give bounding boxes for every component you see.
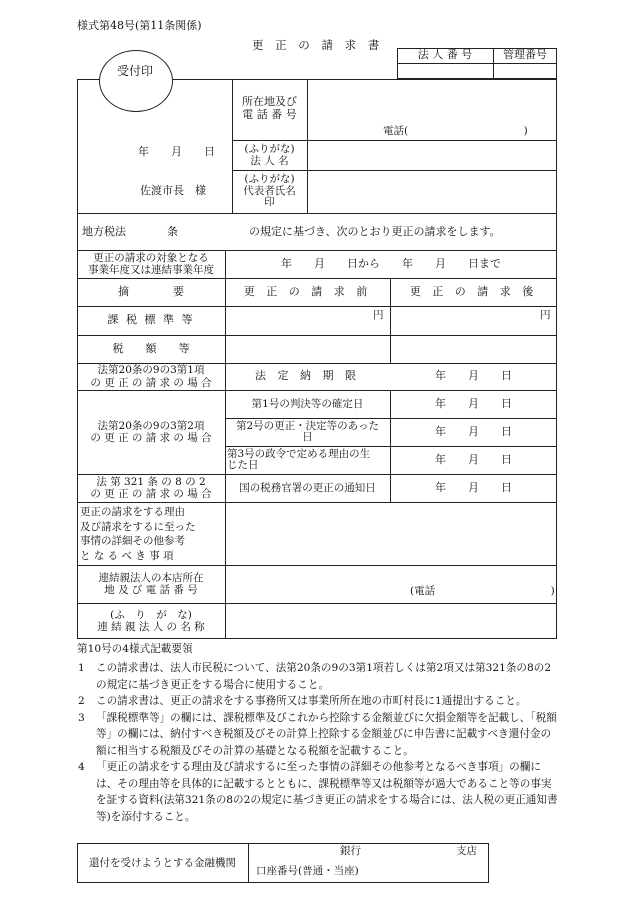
art20-2-label: 法第20条の9の3第2項 の 更 正 の 請 求 の 場 合	[90, 419, 212, 444]
law-statement: の規定に基づき、次のとおり更正の請求をします。	[249, 225, 501, 238]
legal-deadline-label: 法 定 納 期 限	[255, 369, 360, 383]
bank-name-suffix: 銀行	[340, 845, 361, 857]
instruction-item: 2 この請求書は、更正の請求をする事務所又は事業所所在地の市町村長に1通提出すること。	[78, 695, 527, 707]
before-header: 更 正 の 請 求 前	[243, 284, 372, 298]
art20-2-sub1-label: 第1号の判決等の確定日	[251, 397, 364, 410]
tax-base-yen-after: 円	[540, 309, 551, 321]
summary-header: 摘 要	[118, 284, 184, 298]
bank-label: 還付を受けようとする金融機関	[89, 856, 236, 869]
tax-base-yen-before: 円	[373, 309, 384, 321]
instruction-item: 4 「更正の請求をする理由及び請求するに至った事情の詳細その他参考となるべき事項」の欄には、その理由等を具体的に記載するとともに、課税標準等又は税額等が過大であること等の事実を証する資料(法第321条の8の2の規定に基づき更正の請求をする場合には、法人税の更正通知書等)を添付すること。	[78, 761, 558, 823]
consolidated-name-label: (ふ り が な) 連 結 親 法 人 の 名 称	[97, 608, 205, 633]
address-label-1: 所在地及び	[242, 95, 297, 109]
application-date: 年 月 日	[138, 145, 215, 158]
art20-2-sub3-label: 第3号の政令で定める理由の生 じた日	[227, 447, 371, 471]
art321-date: 年 月 日	[435, 480, 512, 494]
address-label-2: 電 話 番 号	[242, 108, 297, 121]
addressee: 佐渡市長 様	[140, 184, 206, 197]
instructions-heading: 第10号の4様式記載要領	[77, 643, 193, 655]
law-article: 条	[167, 225, 178, 238]
legal-deadline-date: 年 月 日	[435, 369, 512, 383]
after-header: 更 正 の 請 求 後	[409, 284, 538, 298]
corp-name-label: (ふりがな) 法 人 名	[244, 142, 295, 167]
address-label	[232, 92, 307, 126]
kanri-bango-label: 管理番号	[503, 48, 547, 62]
art321-middle: 国の税務官署の更正の通知日	[239, 481, 376, 494]
form-id: 様式第48号(第11条関係)	[77, 19, 202, 32]
art20-2-sub2-label: 第2号の更正・決定等のあった 日	[235, 419, 380, 443]
law-prefix: 地方税法	[82, 225, 126, 238]
hojin-bango-label: 法 人 番 号	[417, 48, 473, 62]
consolidated-phone[interactable]: (電話 )	[410, 585, 555, 597]
tax-amount-label: 税 額 等	[112, 341, 190, 355]
instruction-item: 3 「課税標準等」の欄には、課税標準及びこれから控除する金額並びに欠損金額等を記載し、「税額等」の欄には、納付すべき税額及びその計算上控除する金額並びに申告書に記載すべき還付金の額に相当する税額及びその計算の基礎となる税額を記載すること。	[78, 711, 557, 757]
art20-2-sub3-date: 年 月 日	[435, 452, 512, 466]
account-number-label: 口座番号(普通・当座)	[256, 865, 359, 877]
target-year-label: 更正の請求の対象となる 事業年度又は連結事業年度	[88, 251, 214, 276]
phone-field[interactable]: 電話( )	[383, 125, 528, 137]
target-year-value: 年 月 日から 年 月 日まで	[281, 256, 501, 270]
tax-base-label: 課 税 標 準 等	[107, 313, 195, 327]
art20-1-label: 法第20条の9の3第1項 の 更 正 の 請 求 の 場 合	[90, 364, 212, 389]
instructions-list	[78, 660, 558, 825]
art321-label: 法 第 321 条 の 8 の 2 の 更 正 の 請 求 の 場 合	[90, 475, 212, 500]
art20-2-sub1-date: 年 月 日	[435, 396, 512, 410]
reason-label: 更正の請求をする理由 及び請求をするに至った 事情の詳細その他参考 と な る べ き 事 項	[80, 506, 196, 562]
representative-label: (ふりがな) 代表者氏名 印	[243, 172, 296, 209]
stamp-label: 受付印	[116, 64, 153, 79]
consolidated-address-label: 連結親法人の本店所在 地 及 び 電 話 番 号	[98, 571, 204, 596]
branch-suffix: 支店	[456, 845, 477, 857]
instruction-item: 1 この請求書は、法人市民税について、法第20条の9の3第1項若しくは第2項又は第321条の8の2の規定に基づき更正をする場合に使用すること。	[78, 662, 552, 691]
art20-2-sub2-date: 年 月 日	[435, 424, 512, 438]
seal-label: 印	[264, 196, 275, 209]
form-title: 更 正 の 請 求 書	[252, 38, 384, 52]
